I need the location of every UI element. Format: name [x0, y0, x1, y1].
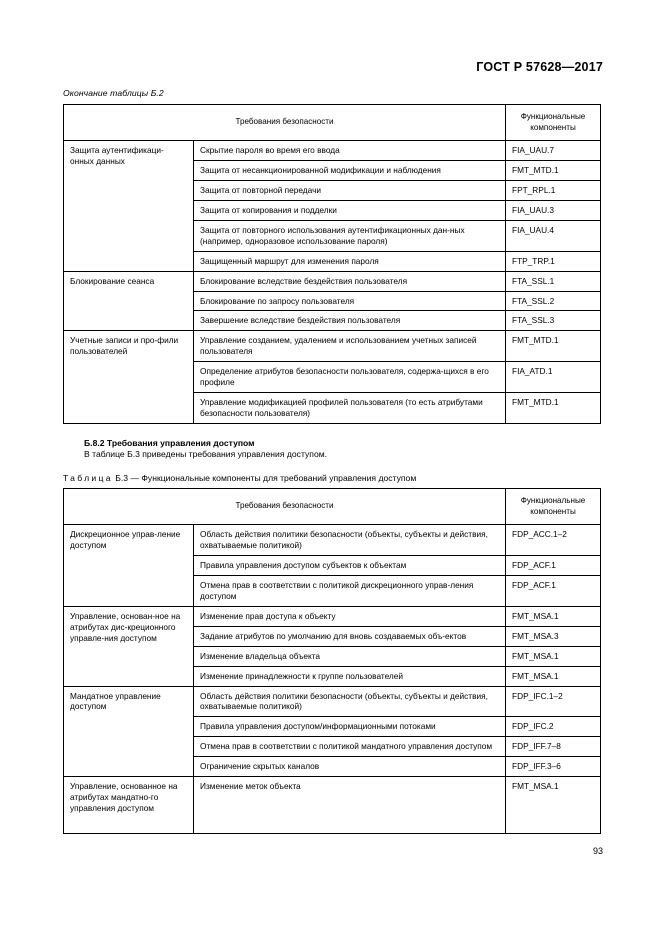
table-b3-component: FDP_IFC.2 [506, 717, 601, 737]
table-b3-caption [63, 473, 600, 483]
table-b3-header-components: Функциональные компоненты [506, 489, 601, 525]
table-b3-component: FMT_MSA.1 [506, 646, 601, 666]
table-b2-component: FMT_MTD.1 [506, 331, 601, 362]
section-b-8-2 [84, 438, 600, 459]
table-b3-requirement: Правила управления доступом/информационными потоками [194, 717, 506, 737]
table-b2-requirement: Завершение вследствие бездействия пользователя [194, 311, 506, 331]
table-b3-requirement: Изменение прав доступа к объекту [194, 606, 506, 626]
table-b2-caption: Окончание таблицы Б.2 [63, 88, 164, 98]
table-b2-component: FIA_ATD.1 [506, 362, 601, 393]
table-b2-header-components: Функциональные компоненты [506, 105, 601, 141]
table-caption-word: Таблица [63, 473, 113, 484]
table-b3-requirement: Изменение принадлежности к группе пользователей [194, 666, 506, 686]
table-b3-requirement: Задание атрибутов по умолчанию для вновь создаваемых объ-ектов [194, 626, 506, 646]
table-b2-group-name: Блокирование сеанса [64, 271, 194, 331]
page-number: 93 [592, 846, 603, 856]
table-b2-requirement: Блокирование вследствие бездействия пользователя [194, 271, 506, 291]
table-b3-component: FDP_IFC.1–2 [506, 686, 601, 717]
table-b2-requirement: Защита от несанкционированной модификации и наблюдения [194, 160, 506, 180]
table-b3-component: FDP_ACF.1 [506, 575, 601, 606]
table-b2-requirement: Защита от повторного использования аутентификационных дан-ных (например, одноразовое использование пароля) [194, 220, 506, 251]
table-row [64, 777, 601, 834]
table-b2-group-name: Учетные записи и про-фили пользователей [64, 331, 194, 424]
table-b2-requirement: Определение атрибутов безопасности пользователя, содержа-щихся в его профиле [194, 362, 506, 393]
table-b2-requirement: Скрытие пароля во время его ввода [194, 141, 506, 161]
table-b3-body [64, 525, 601, 834]
standard-header: ГОСТ Р 57628—2017 [476, 60, 603, 74]
table-b3-component: FDP_IFF.7–8 [506, 737, 601, 757]
table-b2-component: FMT_MTD.1 [506, 393, 601, 424]
table-b2-component: FMT_MTD.1 [506, 160, 601, 180]
table-b2-component: FPT_RPL.1 [506, 180, 601, 200]
table-row [64, 141, 601, 161]
table-b3-requirement: Правила управления доступом субъектов к объектам [194, 555, 506, 575]
table-b2-requirement: Блокирование по запросу пользователя [194, 291, 506, 311]
table-caption-rest: Б.3 — Функциональные компоненты для требований управления доступом [115, 473, 417, 484]
table-b3-component: FMT_MSA.1 [506, 666, 601, 686]
table-b3-header-requirements: Требования безопасности [64, 489, 506, 525]
table-b3-header-row [64, 489, 601, 525]
table-b3-component: FMT_MSA.1 [506, 606, 601, 626]
table-b2-component: FTA_SSL.3 [506, 311, 601, 331]
table-b2-requirement: Управление модификацией профилей пользователя (то есть атрибутами безопасности пользователя) [194, 393, 506, 424]
table-row [64, 271, 601, 291]
table-b2-component: FTA_SSL.1 [506, 271, 601, 291]
table-b3-group-name: Мандатное управление доступом [64, 686, 194, 777]
table-b2-requirement: Защищенный маршрут для изменения пароля [194, 251, 506, 271]
table-b3-requirement: Область действия политики безопасности (объекты, субъекты и действия, охватываемые политикой) [194, 525, 506, 556]
table-b2-group-name: Защита аутентификаци-онных данных [64, 141, 194, 272]
table-b3-requirement: Область действия политики безопасности (объекты, субъекты и действия, охватываемые политикой) [194, 686, 506, 717]
table-b2-header-requirements: Требования безопасности [64, 105, 506, 141]
table-b2-body [64, 141, 601, 424]
table-b2-component: FTA_SSL.2 [506, 291, 601, 311]
table-b3-component: FDP_IFF.3–6 [506, 757, 601, 777]
table-b3-requirement: Отмена прав в соответствии с политикой мандатного управления доступом [194, 737, 506, 757]
table-row [64, 686, 601, 717]
table-b3-component: FDP_ACC.1–2 [506, 525, 601, 556]
table-b2-component: FIA_UAU.3 [506, 200, 601, 220]
table-b3 [63, 488, 601, 834]
table-b3-component: FMT_MSA.1 [506, 777, 601, 834]
table-b2-header-row [64, 105, 601, 141]
section-title: Б.8.2 Требования управления доступом [84, 438, 255, 449]
table-b3-requirement: Изменение владельца объекта [194, 646, 506, 666]
table-b3-requirement: Отмена прав в соответствии с политикой дискреционного управ-ления доступом [194, 575, 506, 606]
section-body-text: В таблице Б.3 приведены требования управления доступом. [84, 449, 328, 460]
table-b3-requirement: Изменение меток объекта [194, 777, 506, 834]
page-content [63, 88, 600, 834]
table-b3-requirement: Ограничение скрытых каналов [194, 757, 506, 777]
table-b2-component: FTP_TRP.1 [506, 251, 601, 271]
table-b2-component: FIA_UAU.7 [506, 141, 601, 161]
table-b3-group-name: Управление, основанное на атрибутах мандатно-го управления доступом [64, 777, 194, 834]
table-b3-component: FMT_MSA.3 [506, 626, 601, 646]
table-b2-requirement: Управление созданием, удалением и использованием учетных записей пользователя [194, 331, 506, 362]
table-row [64, 606, 601, 626]
table-row [64, 331, 601, 362]
table-b2-component: FIA_UAU.4 [506, 220, 601, 251]
table-b2-requirement: Защита от повторной передачи [194, 180, 506, 200]
table-b3-component: FDP_ACF.1 [506, 555, 601, 575]
table-row [64, 525, 601, 556]
table-b3-group-name: Управление, основан-ное на атрибутах дис-креционного управле-ния доступом [64, 606, 194, 686]
table-b3-group-name: Дискреционное управ-ление доступом [64, 525, 194, 607]
table-b2-requirement: Защита от копирования и подделки [194, 200, 506, 220]
table-b2 [63, 104, 601, 424]
